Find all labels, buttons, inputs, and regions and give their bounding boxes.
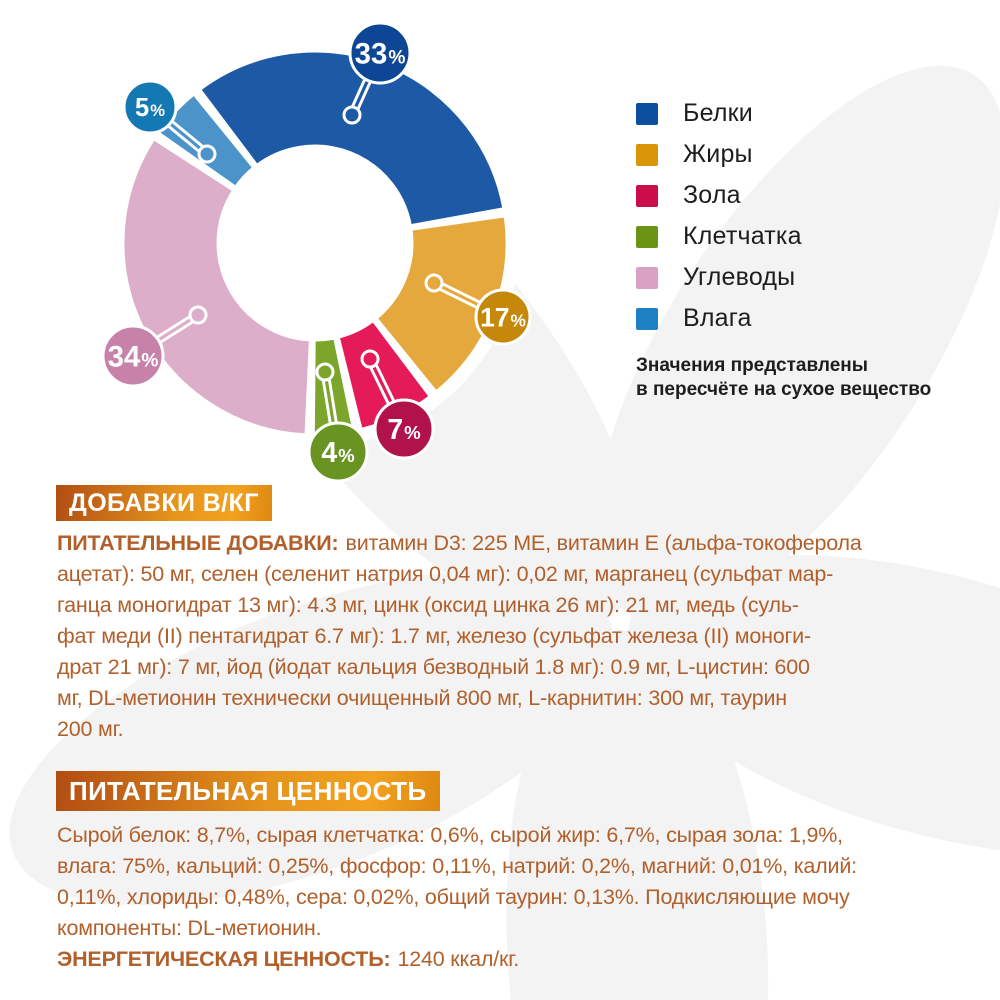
text-line: ганца моногидрат 13 мг): 4.3 мг, цинк (оксид цинка 26 мг): 21 мг, медь (суль- [57, 593, 799, 617]
legend-swatch [636, 226, 658, 248]
legend-item [636, 257, 931, 298]
legend-label: Зола [683, 181, 741, 209]
legend-label: Белки [683, 99, 753, 127]
additives-header-label: ДОБАВКИ В/КГ [69, 488, 259, 517]
text-line: 0,11%, хлориды: 0,48%, сера: 0,02%, общий таурин: 0,13%. Подкисляющие мочу [57, 885, 850, 909]
text-line: мг, DL-метионин технически очищенный 800 мг, L-карнитин: 300 мг, таурин [57, 686, 787, 710]
value-badge-label: 33% [354, 37, 406, 71]
additives-text [57, 528, 862, 745]
donut-chart [0, 0, 560, 500]
legend-swatch [636, 185, 658, 207]
leader-dot [317, 364, 333, 380]
value-badge-label: 34% [107, 340, 159, 374]
additives-lines [57, 528, 862, 745]
legend-swatch [636, 103, 658, 125]
legend-label: Жиры [683, 140, 753, 168]
chart-legend [636, 93, 931, 402]
energy-label: ЭНЕРГЕТИЧЕСКАЯ ЦЕННОСТЬ: [57, 947, 391, 971]
legend-item [636, 216, 931, 257]
value-badge-label: 17% [480, 302, 526, 333]
value-badge-label: 4% [321, 437, 355, 470]
value-badge-label: 5% [135, 94, 165, 123]
additives-section-header [56, 485, 272, 521]
legend-note-line: Значения представлены [636, 355, 869, 376]
legend-note [636, 354, 931, 402]
leader-dot [426, 275, 442, 291]
text-line: ацетат): 50 мг, селен (селенит натрия 0,04 мг): 0,02 мг, марганец (сульфат мар- [57, 562, 834, 586]
leader-dot [190, 307, 206, 323]
legend-item [636, 134, 931, 175]
text-line: 200 мг. [57, 717, 124, 741]
legend-swatch [636, 267, 658, 289]
legend-swatch [636, 144, 658, 166]
legend-swatch [636, 308, 658, 330]
text-line: компоненты: DL-метионин. [57, 916, 322, 940]
nutrition-header-label: ПИТАТЕЛЬНАЯ ЦЕННОСТЬ [69, 775, 427, 806]
text-line: фат меди (II) пентагидрат 6.7 мг): 1.7 мг, железо (сульфат железа (II) моноги- [57, 624, 811, 648]
legend-label: Клетчатка [683, 222, 802, 250]
value-badge-label: 7% [387, 414, 421, 447]
nutrition-section-header [56, 771, 440, 811]
energy-value-line [57, 944, 857, 975]
text-line: ПИТАТЕЛЬНЫЕ ДОБАВКИ: витамин D3: 225 МЕ, витамин Е (альфа-токоферола [57, 531, 862, 555]
nutrition-lines [57, 820, 857, 944]
legend-item [636, 93, 931, 134]
legend-label: Влага [683, 304, 752, 332]
legend-items [636, 93, 931, 339]
legend-item [636, 175, 931, 216]
legend-note-line: в пересчёте на сухое вещество [636, 379, 932, 400]
nutrition-text [57, 820, 857, 975]
text-line: Сырой белок: 8,7%, сырая клетчатка: 0,6%, сырой жир: 6,7%, сырая зола: 1,9%, [57, 823, 843, 847]
text-line: драт 21 мг): 7 мг, йод (йодат кальция безводный 1.8 мг): 0.9 мг, L-цистин: 600 [57, 655, 810, 679]
legend-item [636, 298, 931, 339]
energy-value: 1240 ккал/кг. [397, 947, 519, 971]
leader-dot [362, 351, 378, 367]
leader-dot [199, 146, 215, 162]
leader-dot [344, 107, 360, 123]
legend-label: Углеводы [683, 263, 796, 291]
text-line: влага: 75%, кальций: 0,25%, фосфор: 0,11%, натрий: 0,2%, магний: 0,01%, калий: [57, 854, 857, 878]
additives-intro-label: ПИТАТЕЛЬНЫЕ ДОБАВКИ: [57, 531, 339, 555]
